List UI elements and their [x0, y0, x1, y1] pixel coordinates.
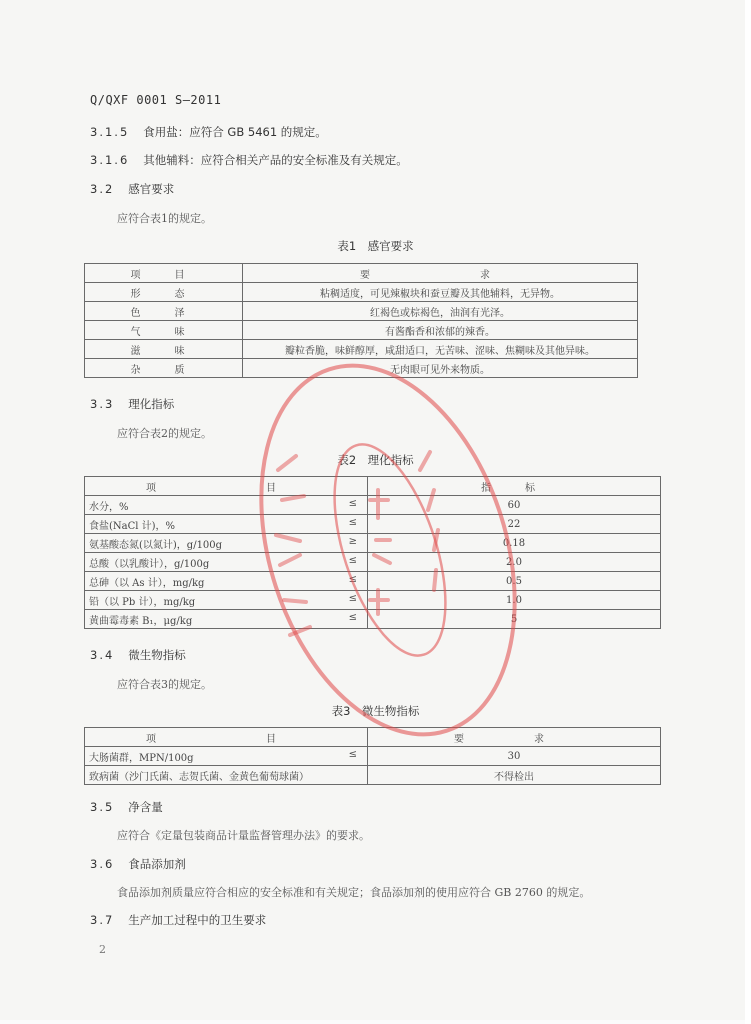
- section-number: 3.5: [90, 800, 115, 814]
- comparison-symbol: ≤: [348, 748, 357, 760]
- table-cell: 30: [368, 747, 661, 766]
- table-cell: [85, 534, 368, 553]
- section-3-6-heading: [90, 856, 186, 872]
- clause-text: 其他辅料：应符合相关产品的安全标准及有关规定。: [143, 153, 408, 167]
- table-header-cell: 要 求: [368, 728, 661, 747]
- comparison-symbol: ≤: [348, 497, 357, 509]
- section-number: 3.7: [90, 913, 115, 927]
- table2-caption: 表2 理化指标: [337, 453, 414, 467]
- table1-caption: 表1 感官要求: [337, 239, 414, 253]
- section-number: 3.4: [90, 648, 115, 662]
- table-cell: 1.0: [368, 591, 661, 610]
- table-cell: 22: [368, 515, 661, 534]
- table-cell: 粘稠适度，可见辣椒块和蚕豆瓣及其他辅料，无异物。: [243, 283, 638, 302]
- table-cell: 0.18: [368, 534, 661, 553]
- table-cell: 5: [368, 610, 661, 629]
- table-cell: 气 味: [85, 321, 243, 340]
- table-cell: 2.0: [368, 553, 661, 572]
- comparison-symbol: ≤: [348, 554, 357, 566]
- section-title: 感官要求: [128, 182, 175, 196]
- section-3-2-paragraph: 应符合表1的规定。: [117, 212, 212, 225]
- item-label: 大肠菌群，MPN/100g: [89, 752, 194, 764]
- table-header-row: [85, 264, 638, 283]
- section-3-5-paragraph: 应符合《定量包装商品计量监督管理办法》的要求。: [117, 829, 370, 842]
- comparison-symbol: ≤: [348, 573, 357, 585]
- table-cell: [85, 610, 368, 629]
- table-cell: 红褐色或棕褐色，油润有光泽。: [243, 302, 638, 321]
- table-row: [85, 496, 661, 515]
- item-label: 黄曲霉毒素 B₁，μg/kg: [89, 615, 193, 627]
- microbiological-table: [84, 727, 661, 785]
- table-cell: [85, 515, 368, 534]
- section-title: 生产加工过程中的卫生要求: [128, 913, 267, 927]
- comparison-symbol: ≥: [348, 535, 357, 547]
- table-cell: 色 泽: [85, 302, 243, 321]
- table-row: [85, 302, 638, 321]
- section-title: 净含量: [128, 800, 163, 814]
- table-header-cell: 项 目: [85, 728, 368, 747]
- comparison-symbol: ≤: [348, 611, 357, 623]
- table-cell: 瓣粒香脆，味鲜醇厚，咸甜适口，无苦味、涩味、焦糊味及其他异味。: [243, 340, 638, 359]
- table-header-row: [85, 477, 661, 496]
- table-header-cell: 项 目: [85, 264, 243, 283]
- section-3-4-paragraph: 应符合表3的规定。: [117, 678, 212, 691]
- table-cell: 滋 味: [85, 340, 243, 359]
- table-row: [85, 515, 661, 534]
- table-cell: 60: [368, 496, 661, 515]
- table-cell: [85, 496, 368, 515]
- table-cell: 有酱酯香和浓郁的辣香。: [243, 321, 638, 340]
- table-row: [85, 747, 661, 766]
- table3-caption: 表3 微生物指标: [331, 704, 420, 718]
- table-cell: 致病菌（沙门氏菌、志贺氏菌、金黄色葡萄球菌）: [85, 766, 368, 785]
- table-cell: 形 态: [85, 283, 243, 302]
- item-label: 铅（以 Pb 计），mg/kg: [89, 596, 196, 608]
- comparison-symbol: ≤: [348, 592, 357, 604]
- table-header-cell: 要 求: [243, 264, 638, 283]
- section-3-3-heading: [90, 396, 174, 412]
- item-label: 氨基酸态氮(以氮计)，g/100g: [89, 539, 223, 551]
- table-cell: [85, 747, 368, 766]
- table-cell: 无肉眼可见外来物质。: [243, 359, 638, 378]
- table-cell: 杂 质: [85, 359, 243, 378]
- item-label: 水分，%: [89, 501, 129, 513]
- table-row: [85, 359, 638, 378]
- table-row: [85, 766, 661, 785]
- physicochemical-table: [84, 476, 661, 629]
- comparison-symbol: ≤: [348, 516, 357, 528]
- table-row: [85, 340, 638, 359]
- item-label: 总砷（以 As 计），mg/kg: [89, 577, 205, 589]
- section-3-7-heading: [90, 912, 266, 928]
- table-row: [85, 572, 661, 591]
- section-title: 理化指标: [128, 397, 175, 411]
- section-number: 3.6: [90, 857, 115, 871]
- table-header-cell: 指 标: [368, 477, 661, 496]
- document-code: Q/QXF 0001 S—2011: [90, 93, 222, 107]
- table-row: [85, 283, 638, 302]
- clause-number: 3.1.5: [90, 125, 130, 139]
- item-label: 食盐(NaCl 计)，%: [89, 520, 176, 532]
- section-3-6-paragraph: 食品添加剂质量应符合相应的安全标准和有关规定；食品添加剂的使用应符合 GB 2760 的规定。: [117, 886, 591, 899]
- section-title: 微生物指标: [128, 648, 186, 662]
- sensory-table: [84, 263, 638, 378]
- table-header-row: [85, 728, 661, 747]
- table-cell: 0.5: [368, 572, 661, 591]
- clause-3-1-5: [90, 124, 327, 140]
- table-cell: [85, 572, 368, 591]
- clause-number: 3.1.6: [90, 153, 130, 167]
- table-cell: 不得检出: [368, 766, 661, 785]
- page-number: 2: [99, 943, 106, 956]
- section-number: 3.2: [90, 182, 115, 196]
- table-header-cell: 项 目: [85, 477, 368, 496]
- table-row: [85, 321, 638, 340]
- section-3-4-heading: [90, 647, 186, 663]
- section-number: 3.3: [90, 397, 115, 411]
- table-cell: [85, 553, 368, 572]
- table-row: [85, 534, 661, 553]
- table-row: [85, 553, 661, 572]
- clause-3-1-6: [90, 152, 408, 168]
- table-cell: [85, 591, 368, 610]
- item-label: 总酸（以乳酸计），g/100g: [89, 558, 210, 570]
- table-row: [85, 591, 661, 610]
- section-3-3-paragraph: 应符合表2的规定。: [117, 427, 212, 440]
- section-3-5-heading: [90, 799, 163, 815]
- section-3-2-heading: [90, 181, 174, 197]
- table-row: [85, 610, 661, 629]
- clause-text: 食用盐：应符合 GB 5461 的规定。: [143, 125, 327, 139]
- section-title: 食品添加剂: [128, 857, 186, 871]
